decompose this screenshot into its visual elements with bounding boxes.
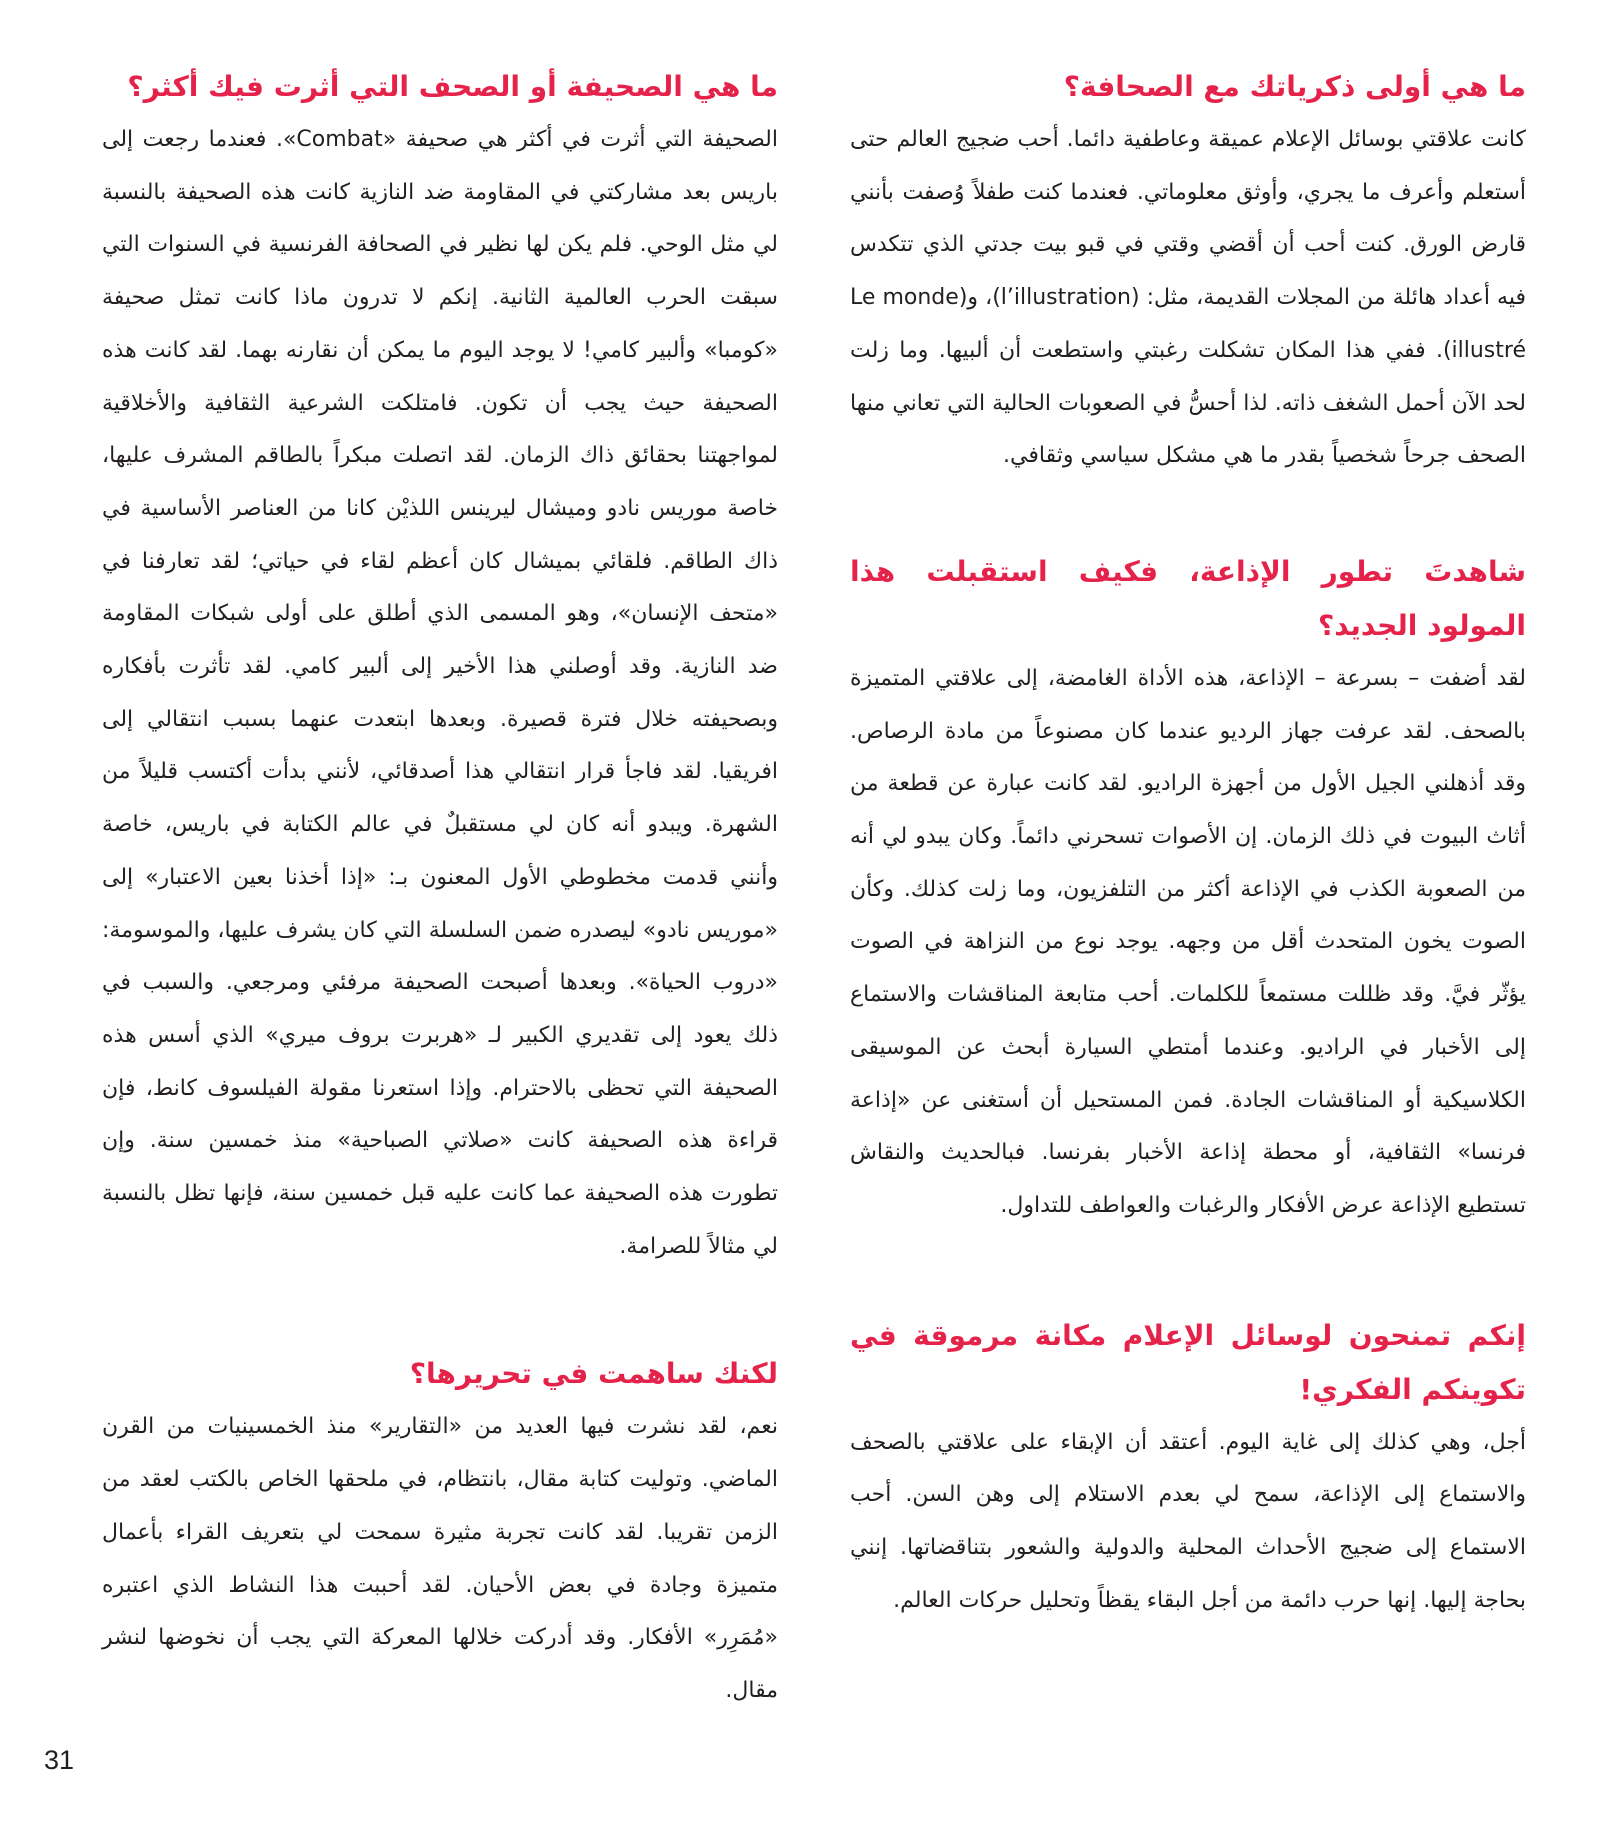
left-column xyxy=(102,60,778,1718)
question-heading: إنكم تمنحون لوسائل الإعلام مكانة مرموقة في تكوينكم الفكري! xyxy=(850,1318,1526,1406)
section-spacer xyxy=(850,1233,1526,1309)
question-heading: شاهدتَ تطور الإذاعة، فكيف استقبلت هذا المولود الجديد؟ xyxy=(850,554,1526,642)
page-number: 31 xyxy=(44,1745,75,1775)
right-column xyxy=(850,60,1526,1627)
question-heading: ما هي الصحيفة أو الصحف التي أثرت فيك أكثر؟ xyxy=(127,70,778,103)
answer-paragraph: نعم، لقد نشرت فيها العديد من «التقارير» منذ الخمسينيات من القرن الماضي. وتوليت كتابة مقال، بانتظام، في ملحقها الخاص بالكتب لعقد من الزمن تقريبا. لقد كانت تجربة مثيرة سمحت لي بتعريف القراء بأعمال متميزة وجادة في بعض الأحيان. لقد أحببت هذا النشاط الذي اعتبره «مُمَرِر» الأفكار. وقد أدركت خلالها المعركة التي يجب أن نخوضها لنشر مقال. xyxy=(102,1414,778,1703)
answer-paragraph: كانت علاقتي بوسائل الإعلام عميقة وعاطفية دائما. أحب ضجيج العالم حتى أستعلم وأعرف ما يجري، وأوثق معلوماتي. فعندما كنت طفلاً وُصفت بأنني قارض الورق. كنت أحب أن أقضي وقتي في قبو بيت جدتي الذي تتكدس فيه أعداد هائلة من المجلات القديمة، مثل: (l’illustration)، و(Le monde illustré). ففي هذا المكان تشكلت رغبتي واستطعت أن ألبيها. وما زلت لحد الآن أحمل الشغف ذاته. لذا أحسُّ في الصعوبات الحالية التي تعاني منها الصحف جرحاً شخصياً بقدر ما هي مشكل سياسي وثقافي. xyxy=(850,127,1526,469)
section-spacer xyxy=(850,483,1526,545)
answer-paragraph: الصحيفة التي أثرت في أكثر هي صحيفة «Combat». فعندما رجعت إلى باريس بعد مشاركتي في المقاومة ضد النازية كانت هذه الصحيفة بالنسبة لي مثل الوحي. فلم يكن لها نظير في الصحافة الفرنسية في السنوات التي سبقت الحرب العالمية الثانية. إنكم لا تدرون ماذا كانت تمثل صحيفة «كومبا» وألبير كامي! لا يوجد اليوم ما يمكن أن نقارنه بهما. لقد كانت هذه الصحيفة حيث يجب أن تكون. فامتلكت الشرعية الثقافية والأخلاقية لمواجهتنا بحقائق ذاك الزمان. لقد اتصلت مبكراً بالطاقم المشرف عليها، خاصة موريس نادو وميشال ليرينس اللذيْن كانا من العناصر الأساسية في ذاك الطاقم. فلقائي بميشال كان أعظم لقاء في حياتي؛ لقد تعارفنا في «متحف الإنسان»، وهو المسمى الذي أطلق على أولى شبكات المقاومة ضد النازية. وقد أوصلني هذا الأخير إلى ألبير كامي. لقد تأثرت بأفكاره وبصحيفته خلال فترة قصيرة. وبعدها ابتعدت عنهما بسبب انتقالي إلى افريقيا. لقد فاجأ قرار انتقالي هذا أصدقائي، لأنني بدأت أكتسب قليلاً من الشهرة. ويبدو أنه كان لي مستقبلٌ في عالم الكتابة في باريس، خاصة وأنني قدمت مخطوطي الأول المعنون بـ: «إذا أخذنا بعين الاعتبار» إلى «موريس نادو» ليصدره ضمن السلسلة التي كان يشرف عليها، والموسومة: «دروب الحياة». وبعدها أصبحت الصحيفة مرفئي ومرجعي. والسبب في ذلك يعود إلى تقديري الكبير لـ «هربرت بروف ميري» الذي أسس هذه الصحيفة التي تحظى بالاحترام. وإذا استعرنا مقولة الفيلسوف كانط، فإن قراءة هذه الصحيفة كانت «صلاتي الصباحية» منذ خمسين سنة. وإن تطورت هذه الصحيفة عما كانت عليه قبل خمسين سنة، فإنها تظل بالنسبة لي مثالاً للصرامة. xyxy=(102,127,779,1259)
answer-paragraph: لقد أضفت – بسرعة – الإذاعة، هذه الأداة الغامضة، إلى علاقتي المتميزة بالصحف. لقد عرفت جهاز الرديو عندما كان مصنوعاً من مادة الرصاص. وقد أذهلني الجيل الأول من أجهزة الراديو. لقد كانت عبارة عن قطعة من أثاث البيوت في ذلك الزمان. إن الأصوات تسحرني دائماً. وكان يبدو لي أنه من الصعوبة الكذب في الإذاعة أكثر من التلفزيون، وما زلت كذلك. وكأن الصوت يخون المتحدث أقل من وجهه. يوجد نوع من النزاهة في الصوت يؤثّر فيَّ. وقد ظللت مستمعاً للكلمات. أحب متابعة المناقشات والاستماع إلى الأخبار في الراديو. وعندما أمتطي السيارة أبحث عن الموسيقى الكلاسيكية أو المناقشات الجادة. فمن المستحيل أن أستغنى عن «إذاعة فرنسا» الثقافية، أو محطة إذاعة الأخبار بفرنسا. فبالحديث والنقاش تستطيع الإذاعة عرض الأفكار والرغبات والعواطف للتداول. xyxy=(850,665,1526,1218)
section-spacer xyxy=(102,1273,778,1347)
question-heading: لكنك ساهمت في تحريرها؟ xyxy=(409,1357,778,1391)
question-heading: ما هي أولى ذكرياتك مع الصحافة؟ xyxy=(1063,70,1526,103)
answer-paragraph: أجل، وهي كذلك إلى غاية اليوم. أعتقد أن الإبقاء على علاقتي بالصحف والاستماع إلى الإذاعة، سمح لي بعدم الاستلام إلى وهن السن. أحب الاستماع إلى ضجيج الأحداث المحلية والدولية والشعور بتناقضاتها. إنني بحاجة إليها. إنها حرب دائمة من أجل البقاء يقظاً وتحليل حركات العالم. xyxy=(850,1429,1526,1613)
